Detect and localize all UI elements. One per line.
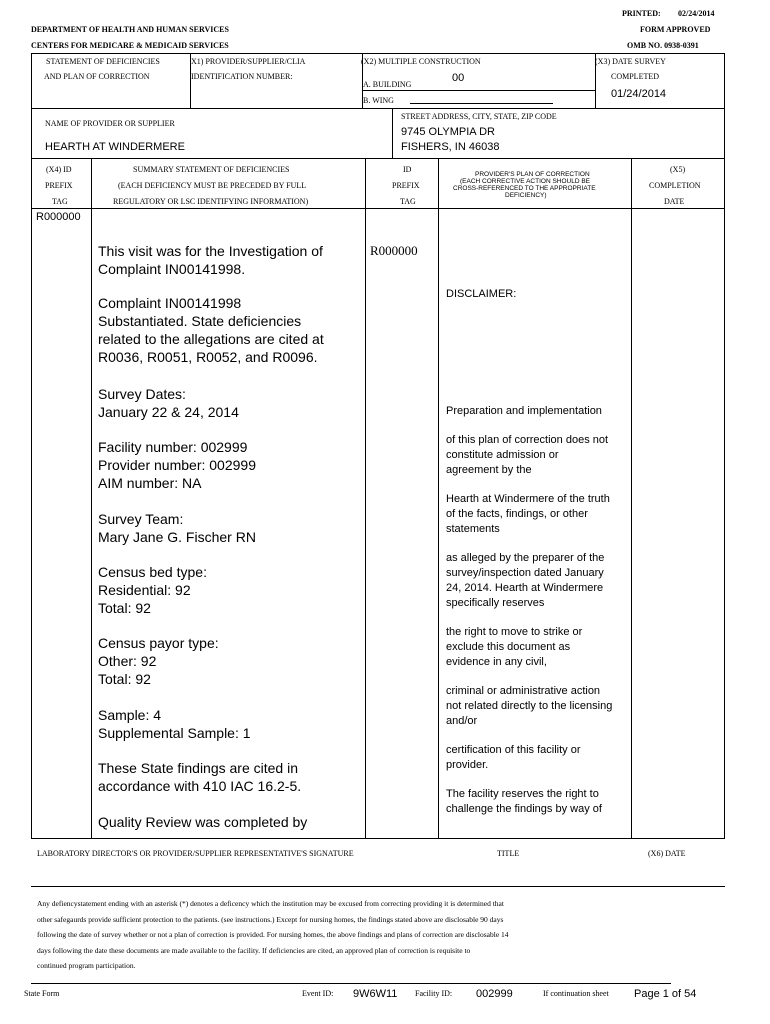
summary-paragraph: Survey Team: Mary Jane G. Fischer RN: [98, 511, 256, 545]
provider-clia-label: X1) PROVIDER/SUPPLIER/CLIA: [191, 57, 306, 66]
plan-header-4: DEFICIENCY): [505, 192, 547, 199]
summary-paragraph: Quality Review was completed by: [98, 814, 308, 830]
id-label: ID: [403, 165, 412, 174]
event-id-label: Event ID:: [302, 989, 334, 998]
address-line-1: 9745 OLYMPIA DR: [401, 126, 495, 138]
summary-paragraph: Sample: 4 Supplemental Sample: 1: [98, 707, 251, 741]
disclaimer-line: other safegaurds provide sufficient protection to the patients. (see instructions.) Except for nursing homes, the findings stated above are disclosable 90 days: [37, 914, 504, 924]
id-tag-label: TAG: [400, 197, 416, 206]
statement-label: STATEMENT OF DEFICIENCIES: [46, 57, 160, 66]
completed-label: COMPLETED: [611, 72, 659, 81]
form-approved: FORM APPROVED: [640, 25, 711, 34]
x4-tag-label: TAG: [52, 197, 68, 206]
facility-id-label: Facility ID:: [415, 989, 453, 998]
multiple-construction-label: (X2) MULTIPLE CONSTRUCTION: [361, 57, 481, 66]
plan-paragraph: criminal or administrative action not related directly to the licensing and/or: [446, 685, 613, 727]
building-label: A. BUILDING: [363, 80, 412, 89]
x6-date-label: (X6) DATE: [648, 849, 686, 858]
event-id-value: 9W6W11: [353, 988, 398, 1000]
plan-paragraph: as alleged by the preparer of the survey/inspection dated January 24, 2014. Hearth at Windermere specifically reserves: [446, 552, 605, 609]
omb-number: OMB NO. 0938-0391: [627, 41, 699, 50]
tag-left: R000000: [36, 211, 81, 223]
id-prefix-label: PREFIX: [392, 181, 420, 190]
plan-paragraph: Hearth at Windermere of the truth of the facts, findings, or other statements: [446, 493, 610, 535]
disclaimer-line: following the date of survey whether or not a plan of correction is provided. For nursing homes, the above findings and plans of correction are disclosable 14: [37, 930, 509, 939]
page-number: Page 1 of 54: [634, 988, 697, 1000]
title-label: TITLE: [497, 849, 520, 858]
completion-label: COMPLETION: [649, 181, 701, 190]
date-label: DATE: [664, 197, 685, 206]
survey-completed-date: 01/24/2014: [611, 88, 667, 100]
plan-paragraph: the right to move to strike or exclude this document as evidence in any civil,: [446, 626, 583, 668]
summary-paragraph: This visit was for the Investigation of Complaint IN00141998.: [98, 243, 323, 277]
plan-header-1: PROVIDER'S PLAN OF CORRECTION: [475, 171, 590, 178]
summary-paragraph: Complaint IN00141998 Substantiated. State deficiencies related to the allegations are cited at R0036, R0051, R0052, and R0096.: [98, 295, 324, 365]
date-survey-label: (X3) DATE SURVEY: [595, 57, 666, 66]
summary-paragraph: These State findings are cited in accordance with 410 IAC 16.2-5.: [98, 760, 302, 794]
plan-paragraph: Preparation and implementation: [446, 405, 602, 417]
summary-header-2: (EACH DEFICIENCY MUST BE PRECEDED BY FULL: [118, 181, 307, 190]
plan-paragraph: certification of this facility or provider.: [446, 744, 581, 771]
plan-header-2: (EACH CORRECTIVE ACTION SHOULD BE: [460, 178, 591, 185]
provider-name-label: NAME OF PROVIDER OR SUPPLIER: [45, 119, 175, 128]
continuation-label: If continuation sheet: [543, 989, 609, 998]
plan-paragraph: The facility reserves the right to challenge the findings by way of: [446, 788, 602, 815]
tag-mid: R000000: [370, 243, 418, 258]
summary-paragraph: Census payor type: Other: 92 Total: 92: [98, 635, 219, 687]
summary-header-1: SUMMARY STATEMENT OF DEFICIENCIES: [133, 165, 290, 174]
x4-id-label: (X4) ID: [46, 165, 72, 174]
summary-paragraph: Facility number: 002999 Provider number: 002999 AIM number: NA: [98, 439, 256, 491]
plan-paragraph: DISCLAIMER:: [446, 288, 517, 300]
plan-of-correction-label: AND PLAN OF CORRECTION: [44, 72, 150, 81]
department-title: DEPARTMENT OF HEALTH AND HUMAN SERVICES: [31, 25, 229, 34]
x5-label: (X5): [670, 165, 686, 174]
printed-date: 02/24/2014: [678, 9, 715, 18]
provider-name: HEARTH AT WINDERMERE: [45, 141, 185, 153]
x4-prefix-label: PREFIX: [45, 181, 73, 190]
plan-header-3: CROSS-REFERENCED TO THE APPROPRIATE: [453, 185, 596, 192]
state-form-label: State Form: [24, 989, 60, 998]
plan-paragraph: of this plan of correction does not constitute admission or agreement by the: [446, 434, 609, 476]
address-label: STREET ADDRESS, CITY, STATE, ZIP CODE: [401, 112, 557, 121]
identification-number-label: IDENTIFICATION NUMBER:: [191, 72, 293, 81]
wing-label: B. WING: [363, 96, 394, 105]
cms-title: CENTERS FOR MEDICARE & MEDICAID SERVICES: [31, 41, 229, 50]
building-value: 00: [452, 72, 465, 84]
disclaimer-line: continued program participation.: [37, 961, 136, 970]
disclaimer-line: Any defiencystatement ending with an asterisk (*) denotes a deficency which the institution may be excused from correcting providing it is determined that: [37, 899, 504, 908]
address-line-2: FISHERS, IN 46038: [401, 141, 500, 153]
summary-paragraph: Census bed type: Residential: 92 Total: 92: [98, 564, 207, 616]
printed-label: PRINTED:: [622, 9, 661, 18]
disclaimer-block: [37, 896, 509, 974]
disclaimer-line: days following the date these documents are made available to the facility. If deficiencies are cited, an approved plan of correction is requisite to: [37, 945, 471, 955]
signature-label: LABORATORY DIRECTOR'S OR PROVIDER/SUPPLIER REPRESENTATIVE'S SIGNATURE: [37, 849, 354, 858]
facility-id-value: 002999: [476, 988, 513, 1000]
summary-header-3: REGULATORY OR LSC IDENTIFYING INFORMATION): [113, 197, 309, 206]
summary-paragraph: Survey Dates: January 22 & 24, 2014: [98, 386, 239, 420]
